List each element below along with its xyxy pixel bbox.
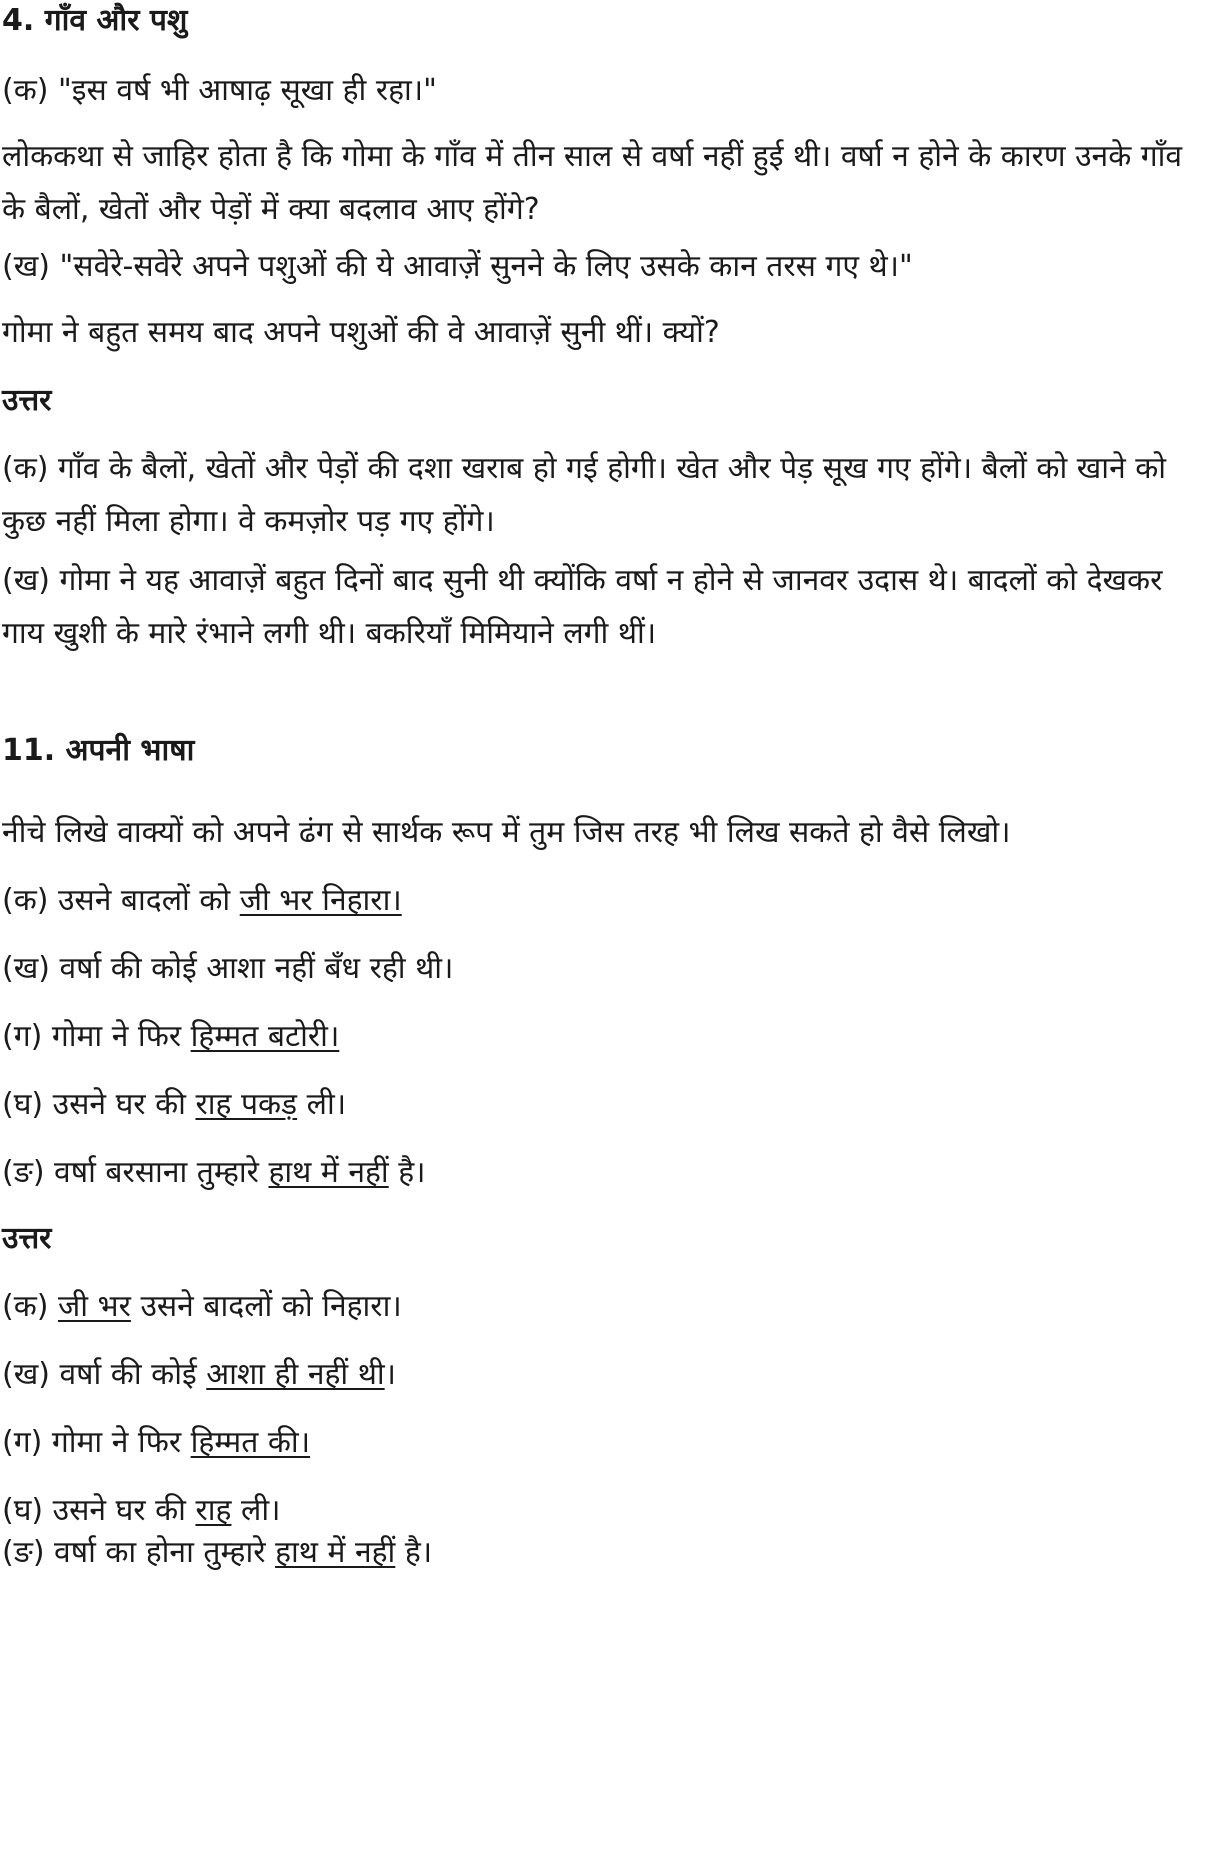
underlined-phrase: हिम्मत की। — [190, 1425, 311, 1460]
answer-text: (क) — [2, 1289, 58, 1324]
exercise-item — [2, 1078, 1198, 1131]
answer-a: (क) गाँव के बैलों, खेतों और पेड़ों की दशा खराब हो गई होगी। खेत और पेड़ सूख गए होंगे। बैलों को खाने को कुछ नहीं मिला होगा। वे कमज़ोर पड़ गए होंगे। — [2, 451, 1167, 539]
exercise-item — [2, 942, 1198, 995]
answer-item — [2, 1348, 1198, 1401]
answer-item — [2, 1416, 1198, 1469]
answer-text-end: उसने बादलों को निहारा। — [130, 1289, 402, 1324]
exercise-text-end: है। — [388, 1155, 426, 1190]
question-b-quote: (ख) "सवेरे-सवेरे अपने पशुओं की ये आवाज़ें सुनने के लिए उसके कान तरस गए थे।" — [2, 249, 913, 284]
answer-text: (घ) उसने घर की — [2, 1493, 196, 1528]
answer-b: (ख) गोमा ने यह आवाज़ें बहुत दिनों बाद सुनी थी क्योंकि वर्षा न होने से जानवर उदास थे। बादलों को देखकर गाय खुशी के मारे रंभाने लगी थी। बकरियाँ मिमियाने लगी थीं। — [2, 563, 1163, 651]
exercise-text: (ख) वर्षा की कोई आशा नहीं बँध रही थी। — [2, 951, 454, 986]
underlined-phrase: आशा ही नहीं थी — [206, 1357, 385, 1392]
answer-text-end: है। — [395, 1535, 433, 1570]
answer-item — [2, 1526, 1198, 1579]
answer-text-end: । — [384, 1357, 397, 1392]
answer-heading-4: उत्तर — [2, 383, 52, 418]
question-a-quote: (क) "इस वर्ष भी आषाढ़ सूखा ही रहा।" — [2, 73, 437, 108]
underlined-phrase: हाथ में नहीं — [268, 1155, 389, 1190]
exercise-text: (क) उसने बादलों को — [2, 883, 240, 918]
answer-text: (ङ) वर्षा का होना तुम्हारे — [2, 1535, 276, 1570]
instruction-text: नीचे लिखे वाक्यों को अपने ढंग से सार्थक रूप में तुम जिस तरह भी लिख सकते हो वैसे लिखो। — [2, 815, 1011, 850]
underlined-phrase: जी भर — [57, 1289, 131, 1324]
exercise-text: (ग) गोमा ने फिर — [2, 1019, 191, 1054]
answer-item — [2, 1280, 1198, 1333]
underlined-phrase: हाथ में नहीं — [275, 1535, 396, 1570]
exercise-text-end: ली। — [297, 1087, 347, 1122]
exercise-item — [2, 1146, 1198, 1199]
answer-text-end: ली। — [231, 1493, 281, 1528]
section-11-heading: 11. अपनी भाषा — [2, 733, 195, 768]
question-b-text: गोमा ने बहुत समय बाद अपने पशुओं की वे आवाज़ें सुनी थीं। क्यों? — [2, 315, 720, 350]
underlined-phrase: राह पकड़ — [195, 1087, 298, 1122]
exercise-item — [2, 874, 1198, 927]
underlined-phrase: राह — [195, 1493, 232, 1528]
answer-text: (ख) वर्षा की कोई — [2, 1357, 207, 1392]
question-a-text: लोककथा से जाहिर होता है कि गोमा के गाँव में तीन साल से वर्षा नहीं हुई थी। वर्षा न होने के कारण उनके गाँव के बैलों, खेतों और पेड़ों में क्या बदलाव आए होंगे? — [2, 139, 1183, 227]
answer-heading-11: उत्तर — [2, 1221, 52, 1256]
underlined-phrase: जी भर निहारा। — [239, 883, 402, 918]
answer-text: (ग) गोमा ने फिर — [2, 1425, 191, 1460]
exercise-item — [2, 1010, 1198, 1063]
exercise-text: (घ) उसने घर की — [2, 1087, 196, 1122]
section-4-heading: 4. गाँव और पशु — [2, 3, 188, 38]
underlined-phrase: हिम्मत बटोरी। — [190, 1019, 340, 1054]
exercise-text: (ङ) वर्षा बरसाना तुम्हारे — [2, 1155, 269, 1190]
